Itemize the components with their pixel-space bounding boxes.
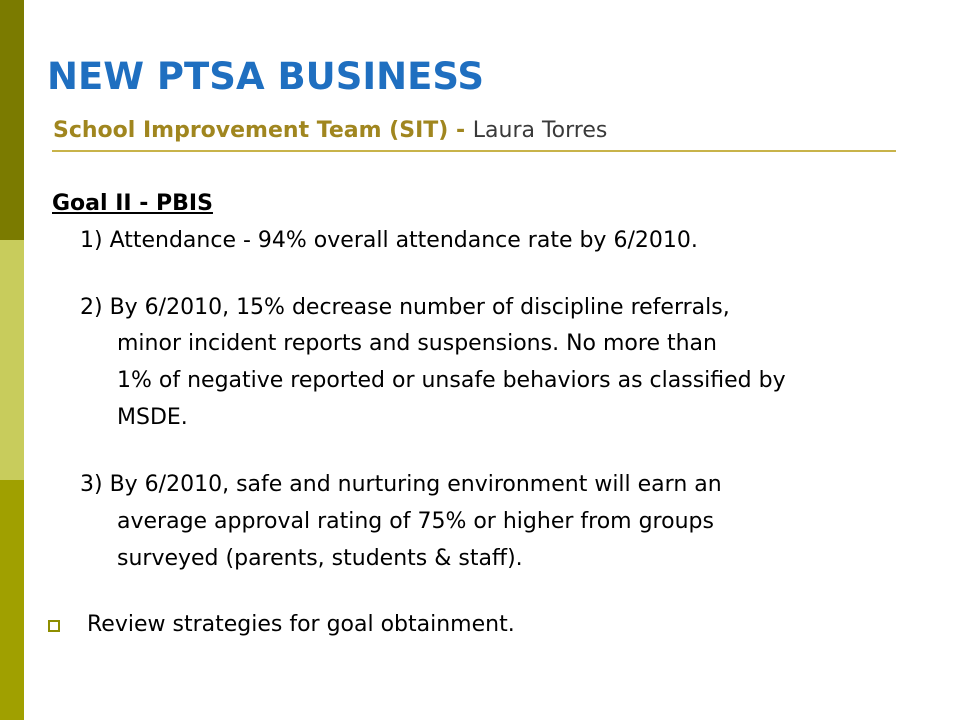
- goal-item-3-line-3: surveyed (parents, students & staff).: [117, 546, 523, 571]
- goal-item-3: 3) By 6/2010, safe and nurturing environment will earn an: [80, 472, 722, 497]
- square-bullet-icon: [48, 620, 60, 632]
- subtitle-divider: [52, 150, 896, 152]
- subtitle-team: School Improvement Team (SIT) -: [53, 118, 473, 143]
- left-accent-bar-top: [0, 0, 24, 240]
- bullet-text: Review strategies for goal obtainment.: [87, 612, 515, 637]
- goal-item-2-line-2: minor incident reports and suspensions. No more than: [117, 331, 717, 356]
- goal-item-2-line-3: 1% of negative reported or unsafe behaviors as classified by: [117, 368, 786, 393]
- subtitle-person: Laura Torres: [472, 118, 608, 143]
- left-accent-bar-bottom: [0, 480, 24, 720]
- goal-item-2: 2) By 6/2010, 15% decrease number of discipline referrals,: [80, 295, 730, 320]
- slide-subtitle: [53, 115, 607, 147]
- goal-item-2-line-4: MSDE.: [117, 405, 188, 430]
- goal-item-1: 1) Attendance - 94% overall attendance rate by 6/2010.: [80, 228, 698, 253]
- left-accent-bar-middle: [0, 240, 24, 480]
- goal-heading: Goal II - PBIS: [52, 191, 213, 216]
- slide-title: NEW PTSA BUSINESS: [47, 55, 484, 98]
- goal-item-3-line-2: average approval rating of 75% or higher from groups: [117, 509, 714, 534]
